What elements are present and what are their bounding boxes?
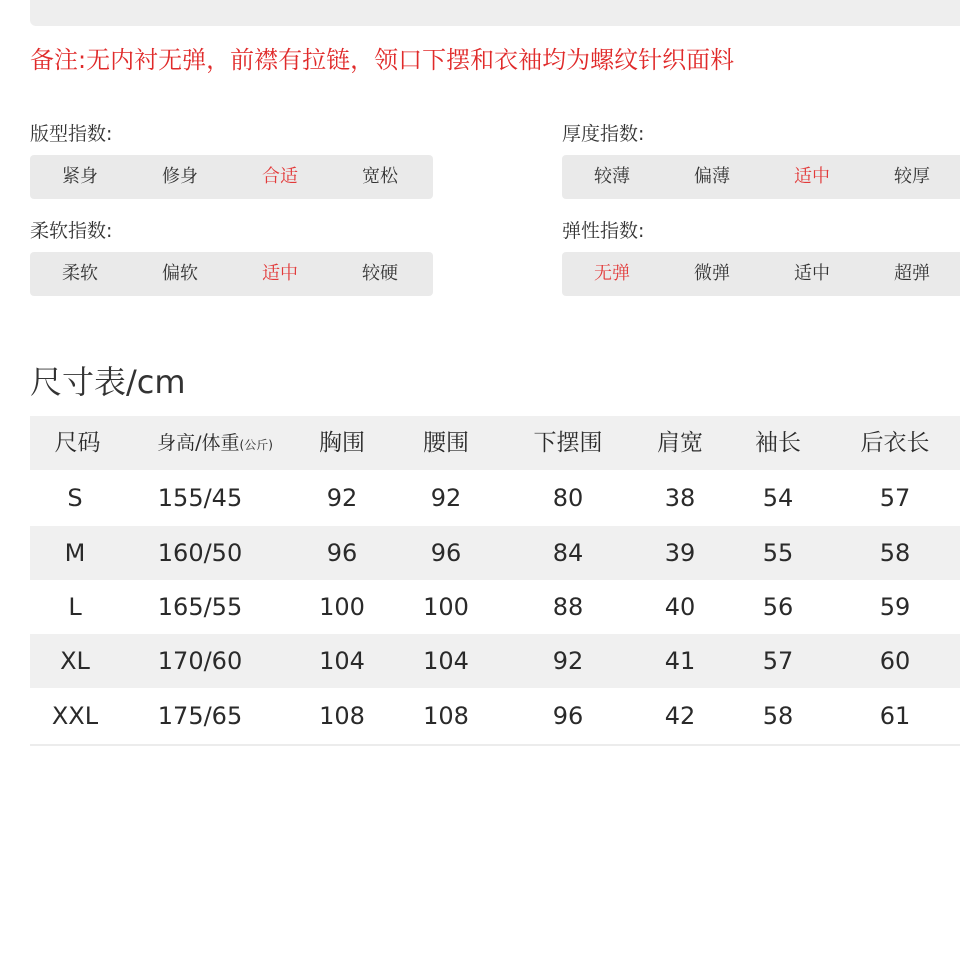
cell-shoulder: 41 [664, 647, 696, 675]
cell-height-weight: 160/50 [157, 539, 243, 567]
softness-index-title: 柔软指数: [30, 220, 113, 242]
fit-option: 修身 [162, 166, 198, 187]
top-panel-edge [30, 0, 960, 26]
fit-index-bar [30, 155, 433, 199]
header-back-length: 后衣长 [860, 430, 930, 456]
cell-height-weight: 170/60 [157, 647, 243, 675]
fit-option: 紧身 [62, 166, 98, 187]
header-size: 尺码 [54, 430, 101, 456]
thickness-option: 适中 [794, 166, 830, 187]
cell-back-length: 57 [879, 484, 911, 512]
table-row [30, 580, 960, 634]
cell-hem: 88 [552, 593, 584, 621]
softness-option: 适中 [262, 263, 298, 284]
cell-shoulder: 39 [664, 539, 696, 567]
cell-hem: 80 [552, 484, 584, 512]
cell-size: M [64, 539, 86, 567]
cell-waist: 100 [423, 593, 469, 621]
thickness-index-title: 厚度指数: [562, 123, 645, 145]
cell-sleeve: 57 [762, 647, 794, 675]
softness-option: 偏软 [162, 263, 198, 284]
cell-height-weight: 165/55 [157, 593, 243, 621]
header-unit: (公斤) [239, 438, 273, 452]
cell-height-weight: 155/45 [157, 484, 243, 512]
thickness-option: 偏薄 [694, 166, 730, 187]
cell-waist: 108 [423, 702, 469, 730]
cell-chest: 96 [326, 539, 358, 567]
cell-hem: 92 [552, 647, 584, 675]
table-row [30, 634, 960, 688]
cell-waist: 92 [430, 484, 462, 512]
cell-shoulder: 38 [664, 484, 696, 512]
elasticity-option: 适中 [794, 263, 830, 284]
table-row [30, 526, 960, 580]
fit-index-title: 版型指数: [30, 123, 113, 145]
elasticity-option: 微弹 [694, 263, 730, 284]
cell-waist: 96 [430, 539, 462, 567]
header-shoulder: 肩宽 [657, 430, 703, 456]
thickness-index-bar [562, 155, 960, 199]
cell-hem: 84 [552, 539, 584, 567]
cell-back-length: 61 [879, 702, 911, 730]
elasticity-index-bar [562, 252, 960, 296]
header-height-weight-label: 身高/体重 [157, 432, 240, 454]
header-hem: 下摆围 [533, 430, 603, 456]
table-row [30, 688, 960, 746]
header-chest: 胸围 [319, 430, 365, 456]
table-header-row [30, 416, 960, 470]
softness-option: 较硬 [362, 263, 398, 284]
cell-chest: 104 [319, 647, 365, 675]
fit-option: 宽松 [362, 166, 398, 187]
cell-sleeve: 56 [762, 593, 794, 621]
cell-chest: 92 [326, 484, 358, 512]
product-note: 备注:无内衬无弹，前襟有拉链，领口下摆和衣袖均为螺纹针织面料 [30, 46, 735, 74]
cell-sleeve: 55 [762, 539, 794, 567]
cell-shoulder: 42 [664, 702, 696, 730]
header-height-weight [135, 416, 295, 472]
cell-sleeve: 58 [762, 702, 794, 730]
size-chart-title: 尺寸表/cm [30, 363, 186, 401]
softness-option: 柔软 [62, 263, 98, 284]
cell-size: S [67, 484, 83, 512]
elasticity-option: 超弹 [894, 263, 930, 284]
cell-back-length: 60 [879, 647, 911, 675]
cell-size: XXL [51, 702, 99, 730]
fit-option: 合适 [262, 166, 298, 187]
cell-shoulder: 40 [664, 593, 696, 621]
cell-hem: 96 [552, 702, 584, 730]
header-waist: 腰围 [423, 430, 469, 456]
cell-size: XL [60, 647, 90, 675]
cell-sleeve: 54 [762, 484, 794, 512]
header-sleeve: 袖长 [755, 430, 801, 456]
cell-waist: 104 [423, 647, 469, 675]
cell-height-weight: 175/65 [157, 702, 243, 730]
thickness-option: 较厚 [894, 166, 930, 187]
elasticity-option: 无弹 [594, 263, 630, 284]
elasticity-index-title: 弹性指数: [562, 220, 645, 242]
cell-chest: 108 [319, 702, 365, 730]
thickness-option: 较薄 [594, 166, 630, 187]
cell-back-length: 58 [879, 539, 911, 567]
cell-back-length: 59 [879, 593, 911, 621]
cell-size: L [68, 593, 82, 621]
table-row [30, 470, 960, 526]
softness-index-bar [30, 252, 433, 296]
cell-chest: 100 [319, 593, 365, 621]
